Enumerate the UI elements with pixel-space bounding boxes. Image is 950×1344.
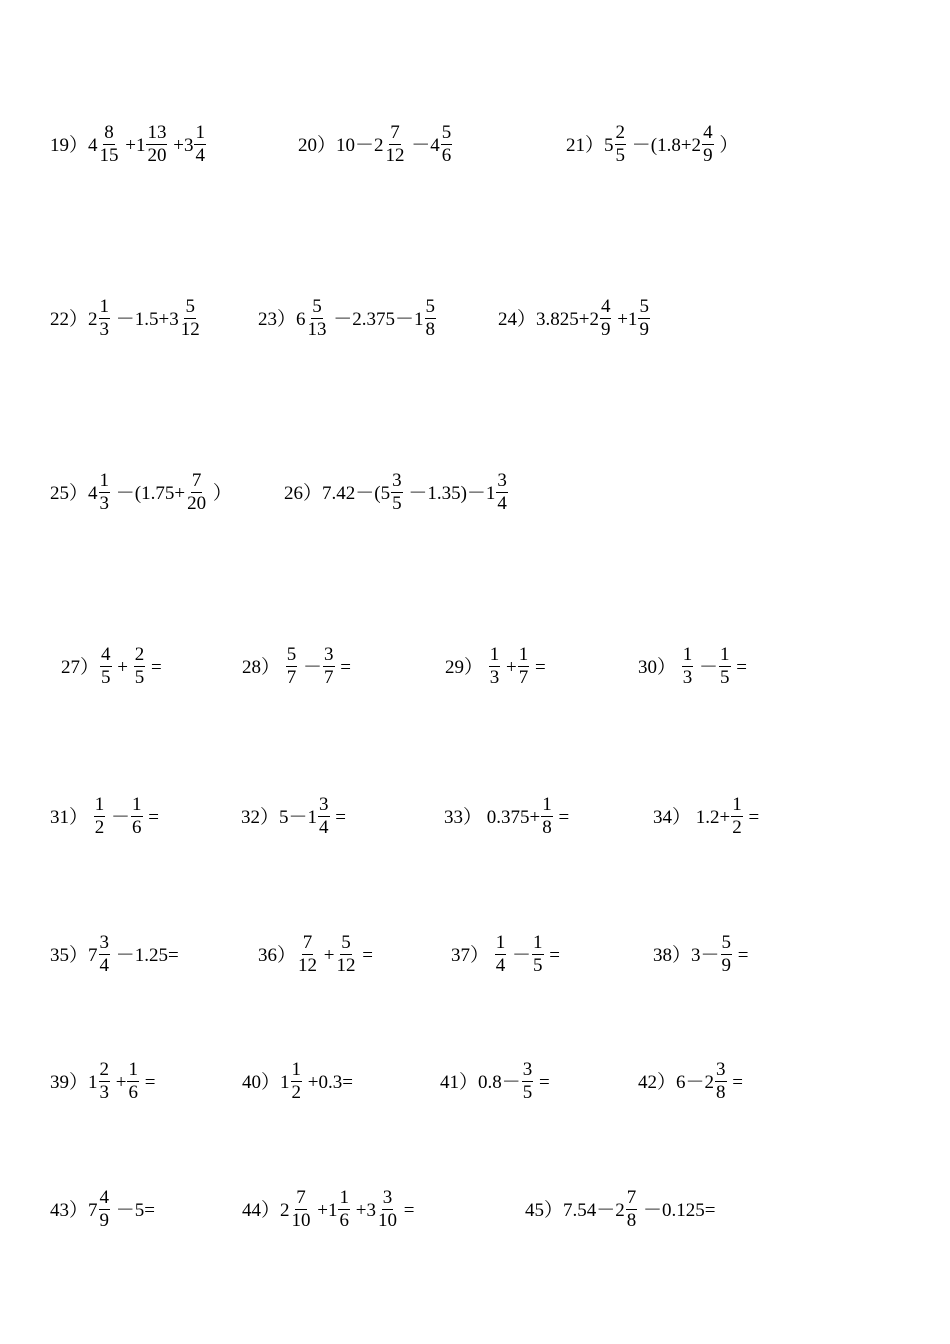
fraction bbox=[94, 795, 106, 838]
expression-text: ） bbox=[714, 135, 739, 156]
expression-text: = bbox=[727, 1072, 743, 1093]
fraction bbox=[99, 933, 111, 976]
fraction-numerator: 1 bbox=[495, 932, 506, 953]
expression-text: 28） bbox=[242, 657, 285, 678]
fraction-denominator: 20 bbox=[187, 493, 207, 514]
problem-21 bbox=[566, 124, 738, 167]
fraction-denominator: 15 bbox=[99, 145, 119, 166]
fraction-denominator: 5 bbox=[615, 145, 626, 166]
expression-text: 37） bbox=[451, 945, 494, 966]
problem-26 bbox=[284, 472, 509, 515]
fraction-denominator: 5 bbox=[522, 1082, 533, 1103]
fraction-numerator: 1 bbox=[720, 644, 730, 665]
fraction-denominator: 7 bbox=[518, 667, 529, 688]
fraction-numerator: 5 bbox=[639, 296, 649, 317]
fraction bbox=[297, 933, 318, 976]
expression-text: 43）7 bbox=[50, 1200, 98, 1221]
fraction bbox=[715, 1060, 727, 1103]
problem-40 bbox=[242, 1061, 353, 1104]
fraction-numerator: 4 bbox=[99, 1187, 110, 1208]
expression-text: 30） bbox=[638, 657, 681, 678]
fraction-numerator: 5 bbox=[341, 932, 351, 953]
fraction-numerator: 4 bbox=[703, 122, 713, 143]
fraction bbox=[323, 645, 335, 688]
problem-33 bbox=[444, 796, 569, 839]
fraction-numerator: 7 bbox=[390, 122, 400, 143]
fraction bbox=[307, 297, 328, 340]
fraction-denominator: 4 bbox=[497, 493, 507, 514]
problem-42 bbox=[638, 1061, 743, 1104]
fraction-denominator: 9 bbox=[99, 1210, 110, 1231]
fraction-denominator: 9 bbox=[639, 319, 649, 340]
problem-32 bbox=[241, 796, 346, 839]
fraction bbox=[522, 1060, 534, 1103]
problem-20 bbox=[298, 124, 453, 167]
expression-text: －1.35)－1 bbox=[403, 483, 496, 504]
fraction-numerator: 1 bbox=[132, 794, 142, 815]
fraction bbox=[391, 471, 403, 514]
problem-22 bbox=[50, 298, 202, 341]
fraction-denominator: 3 bbox=[99, 493, 110, 514]
fraction bbox=[541, 795, 553, 838]
fraction-numerator: 8 bbox=[104, 122, 114, 143]
fraction-numerator: 7 bbox=[191, 470, 202, 491]
expression-text: 33） 0.375+ bbox=[444, 807, 541, 828]
expression-text: 36） bbox=[258, 945, 297, 966]
expression-text: ） bbox=[208, 483, 232, 504]
fraction-denominator: 3 bbox=[99, 1082, 110, 1103]
fraction-numerator: 3 bbox=[99, 932, 110, 953]
fraction-denominator: 6 bbox=[132, 817, 142, 838]
expression-text: 25）4 bbox=[50, 483, 98, 504]
fraction bbox=[682, 645, 694, 688]
fraction bbox=[495, 933, 507, 976]
expression-text: 44）2 bbox=[242, 1200, 290, 1221]
expression-text: 21）5 bbox=[566, 135, 614, 156]
fraction bbox=[638, 297, 650, 340]
fraction-denominator: 2 bbox=[291, 1082, 302, 1103]
fraction-numerator: 1 bbox=[732, 794, 742, 815]
expression-text: －2.375－1 bbox=[328, 309, 424, 330]
fraction-denominator: 5 bbox=[134, 667, 145, 688]
fraction-numerator: 1 bbox=[518, 644, 529, 665]
fraction-denominator: 9 bbox=[600, 319, 611, 340]
fraction bbox=[146, 123, 167, 166]
expression-text: = bbox=[530, 657, 546, 678]
fraction-denominator: 8 bbox=[542, 817, 552, 838]
expression-text: 42）6－2 bbox=[638, 1072, 715, 1093]
fraction-denominator: 2 bbox=[732, 817, 742, 838]
expression-text: －1.5+3 bbox=[111, 309, 179, 330]
expression-text: 34） 1.2+ bbox=[653, 807, 731, 828]
problem-45 bbox=[525, 1189, 715, 1232]
fraction-denominator: 12 bbox=[336, 955, 356, 976]
expression-text: 29） bbox=[445, 657, 488, 678]
fraction-denominator: 6 bbox=[128, 1082, 138, 1103]
fraction bbox=[721, 933, 733, 976]
problem-24 bbox=[498, 298, 651, 341]
fraction-numerator: 1 bbox=[682, 644, 693, 665]
expression-text: 38）3－ bbox=[653, 945, 720, 966]
problem-30 bbox=[638, 646, 747, 689]
problem-25 bbox=[50, 472, 232, 515]
fraction-numerator: 1 bbox=[195, 122, 205, 143]
expression-text: 27） bbox=[61, 657, 100, 678]
expression-text: = bbox=[146, 657, 162, 678]
expression-text: = bbox=[357, 945, 373, 966]
fraction-numerator: 1 bbox=[128, 1059, 138, 1080]
problem-34 bbox=[653, 796, 759, 839]
fraction bbox=[291, 1060, 303, 1103]
fraction-numerator: 7 bbox=[626, 1187, 637, 1208]
fraction-denominator: 9 bbox=[703, 145, 713, 166]
expression-text: 20）10－2 bbox=[298, 135, 384, 156]
expression-text: + bbox=[501, 657, 517, 678]
expression-text: +0.3= bbox=[303, 1072, 353, 1093]
fraction-denominator: 10 bbox=[377, 1210, 397, 1231]
problem-29 bbox=[445, 646, 546, 689]
fraction-denominator: 20 bbox=[147, 145, 167, 166]
expression-text: = bbox=[553, 807, 570, 828]
fraction-numerator: 3 bbox=[392, 470, 402, 491]
expression-text: +1 bbox=[612, 309, 638, 330]
fraction-numerator: 5 bbox=[721, 932, 732, 953]
problem-27 bbox=[61, 646, 162, 689]
expression-text: 32）5－1 bbox=[241, 807, 318, 828]
fraction-numerator: 1 bbox=[542, 794, 552, 815]
fraction-denominator: 5 bbox=[101, 667, 111, 688]
fraction bbox=[127, 1060, 139, 1103]
expression-text: + bbox=[112, 657, 133, 678]
fraction bbox=[702, 123, 714, 166]
expression-text: = bbox=[398, 1200, 415, 1221]
fraction bbox=[600, 297, 612, 340]
fraction-denominator: 5 bbox=[720, 667, 730, 688]
fraction bbox=[731, 795, 743, 838]
problem-36 bbox=[258, 934, 373, 977]
fraction bbox=[719, 645, 731, 688]
fraction-numerator: 2 bbox=[134, 644, 145, 665]
fraction-denominator: 4 bbox=[495, 955, 506, 976]
problem-44 bbox=[242, 1189, 414, 1232]
fraction-numerator: 5 bbox=[286, 644, 297, 665]
problem-23 bbox=[258, 298, 437, 341]
expression-text: +3 bbox=[168, 135, 194, 156]
fraction-numerator: 7 bbox=[296, 1187, 306, 1208]
fraction-numerator: 4 bbox=[600, 296, 611, 317]
expression-text: 26）7.42－(5 bbox=[284, 483, 391, 504]
fraction-denominator: 6 bbox=[339, 1210, 349, 1231]
expression-text: +1 bbox=[312, 1200, 338, 1221]
fraction bbox=[335, 933, 356, 976]
fraction-numerator: 1 bbox=[533, 932, 543, 953]
expression-text: 35）7 bbox=[50, 945, 98, 966]
fraction-numerator: 3 bbox=[522, 1059, 533, 1080]
expression-text: －0.125= bbox=[638, 1200, 716, 1221]
fraction-denominator: 7 bbox=[324, 667, 334, 688]
fraction-numerator: 5 bbox=[441, 122, 452, 143]
fraction-denominator: 3 bbox=[489, 667, 500, 688]
fraction-numerator: 3 bbox=[716, 1059, 726, 1080]
fraction-denominator: 5 bbox=[392, 493, 402, 514]
expression-text: + bbox=[319, 945, 335, 966]
fraction bbox=[99, 297, 111, 340]
fraction-numerator: 2 bbox=[99, 1059, 110, 1080]
fraction-numerator: 1 bbox=[94, 794, 105, 815]
fraction bbox=[100, 645, 112, 688]
fraction bbox=[626, 1188, 638, 1231]
fraction-numerator: 1 bbox=[489, 644, 500, 665]
problem-38 bbox=[653, 934, 748, 977]
fraction-numerator: 5 bbox=[312, 296, 322, 317]
expression-text: 31） bbox=[50, 807, 93, 828]
expression-text: = bbox=[335, 657, 351, 678]
problem-19 bbox=[50, 124, 207, 167]
expression-text: 22）2 bbox=[50, 309, 98, 330]
fraction-denominator: 4 bbox=[99, 955, 110, 976]
fraction-denominator: 4 bbox=[319, 817, 329, 838]
fraction-denominator: 8 bbox=[626, 1210, 637, 1231]
expression-text: +3 bbox=[350, 1200, 376, 1221]
fraction bbox=[441, 123, 453, 166]
expression-text: = bbox=[733, 945, 749, 966]
expression-text: = bbox=[330, 807, 346, 828]
problem-31 bbox=[50, 796, 159, 839]
expression-text: 24）3.825+2 bbox=[498, 309, 599, 330]
fraction bbox=[131, 795, 143, 838]
fraction bbox=[194, 123, 206, 166]
fraction-numerator: 1 bbox=[99, 470, 110, 491]
fraction-denominator: 12 bbox=[180, 319, 200, 340]
fraction-denominator: 7 bbox=[286, 667, 297, 688]
expression-text: = bbox=[139, 1072, 156, 1093]
expression-text: = bbox=[143, 807, 159, 828]
fraction-denominator: 12 bbox=[385, 145, 405, 166]
fraction bbox=[425, 297, 437, 340]
expression-text: = bbox=[534, 1072, 550, 1093]
fraction bbox=[318, 795, 330, 838]
fraction-denominator: 13 bbox=[307, 319, 327, 340]
expression-text: = bbox=[743, 807, 760, 828]
fraction-numerator: 5 bbox=[425, 296, 436, 317]
fraction bbox=[99, 123, 120, 166]
fraction bbox=[377, 1188, 398, 1231]
expression-text: 39）1 bbox=[50, 1072, 98, 1093]
fraction bbox=[532, 933, 544, 976]
expression-text: －4 bbox=[406, 135, 440, 156]
fraction bbox=[615, 123, 627, 166]
expression-text: + bbox=[111, 1072, 127, 1093]
fraction-numerator: 3 bbox=[319, 794, 329, 815]
fraction-numerator: 3 bbox=[497, 470, 507, 491]
expression-text: －1.25= bbox=[111, 945, 179, 966]
problem-39 bbox=[50, 1061, 155, 1104]
fraction-numerator: 4 bbox=[101, 644, 111, 665]
expression-text: 45）7.54－2 bbox=[525, 1200, 625, 1221]
expression-text: 19）4 bbox=[50, 135, 98, 156]
fraction-numerator: 13 bbox=[147, 122, 167, 143]
fraction-denominator: 3 bbox=[682, 667, 693, 688]
fraction-denominator: 9 bbox=[721, 955, 732, 976]
fraction-denominator: 12 bbox=[298, 955, 318, 976]
fraction bbox=[134, 645, 146, 688]
fraction-numerator: 5 bbox=[185, 296, 195, 317]
expression-text: = bbox=[544, 945, 560, 966]
fraction bbox=[291, 1188, 312, 1231]
expression-text: = bbox=[731, 657, 747, 678]
fraction bbox=[385, 123, 406, 166]
fraction-numerator: 3 bbox=[382, 1187, 393, 1208]
fraction-denominator: 3 bbox=[99, 319, 110, 340]
expression-text: － bbox=[106, 807, 131, 828]
fraction-numerator: 2 bbox=[615, 122, 626, 143]
expression-text: +1 bbox=[120, 135, 146, 156]
expression-text: 40）1 bbox=[242, 1072, 290, 1093]
fraction bbox=[518, 645, 530, 688]
fraction bbox=[180, 297, 201, 340]
problem-37 bbox=[451, 934, 560, 977]
fraction-numerator: 7 bbox=[302, 932, 313, 953]
fraction-numerator: 1 bbox=[339, 1187, 349, 1208]
problem-41 bbox=[440, 1061, 550, 1104]
problem-28 bbox=[242, 646, 351, 689]
fraction bbox=[338, 1188, 350, 1231]
expression-text: 41）0.8－ bbox=[440, 1072, 521, 1093]
fraction-denominator: 8 bbox=[716, 1082, 726, 1103]
fraction-denominator: 10 bbox=[291, 1210, 311, 1231]
fraction-numerator: 1 bbox=[291, 1059, 302, 1080]
expression-text: 23）6 bbox=[258, 309, 306, 330]
fraction-denominator: 6 bbox=[441, 145, 452, 166]
expression-text: － bbox=[507, 945, 532, 966]
fraction bbox=[99, 1060, 111, 1103]
expression-text: － bbox=[298, 657, 323, 678]
expression-text: －(1.8+2 bbox=[627, 135, 702, 156]
fraction bbox=[99, 1188, 111, 1231]
problem-43 bbox=[50, 1189, 155, 1232]
fraction bbox=[99, 471, 111, 514]
expression-text: －5= bbox=[111, 1200, 155, 1221]
fraction-denominator: 4 bbox=[195, 145, 205, 166]
expression-text: － bbox=[694, 657, 719, 678]
fraction-denominator: 5 bbox=[533, 955, 543, 976]
fraction bbox=[286, 645, 298, 688]
fraction-numerator: 3 bbox=[324, 644, 334, 665]
fraction bbox=[489, 645, 501, 688]
fraction bbox=[186, 471, 207, 514]
fraction-denominator: 2 bbox=[94, 817, 105, 838]
fraction-denominator: 8 bbox=[425, 319, 436, 340]
problem-35 bbox=[50, 934, 179, 977]
fraction-numerator: 1 bbox=[99, 296, 110, 317]
expression-text: －(1.75+ bbox=[111, 483, 186, 504]
fraction bbox=[496, 471, 508, 514]
